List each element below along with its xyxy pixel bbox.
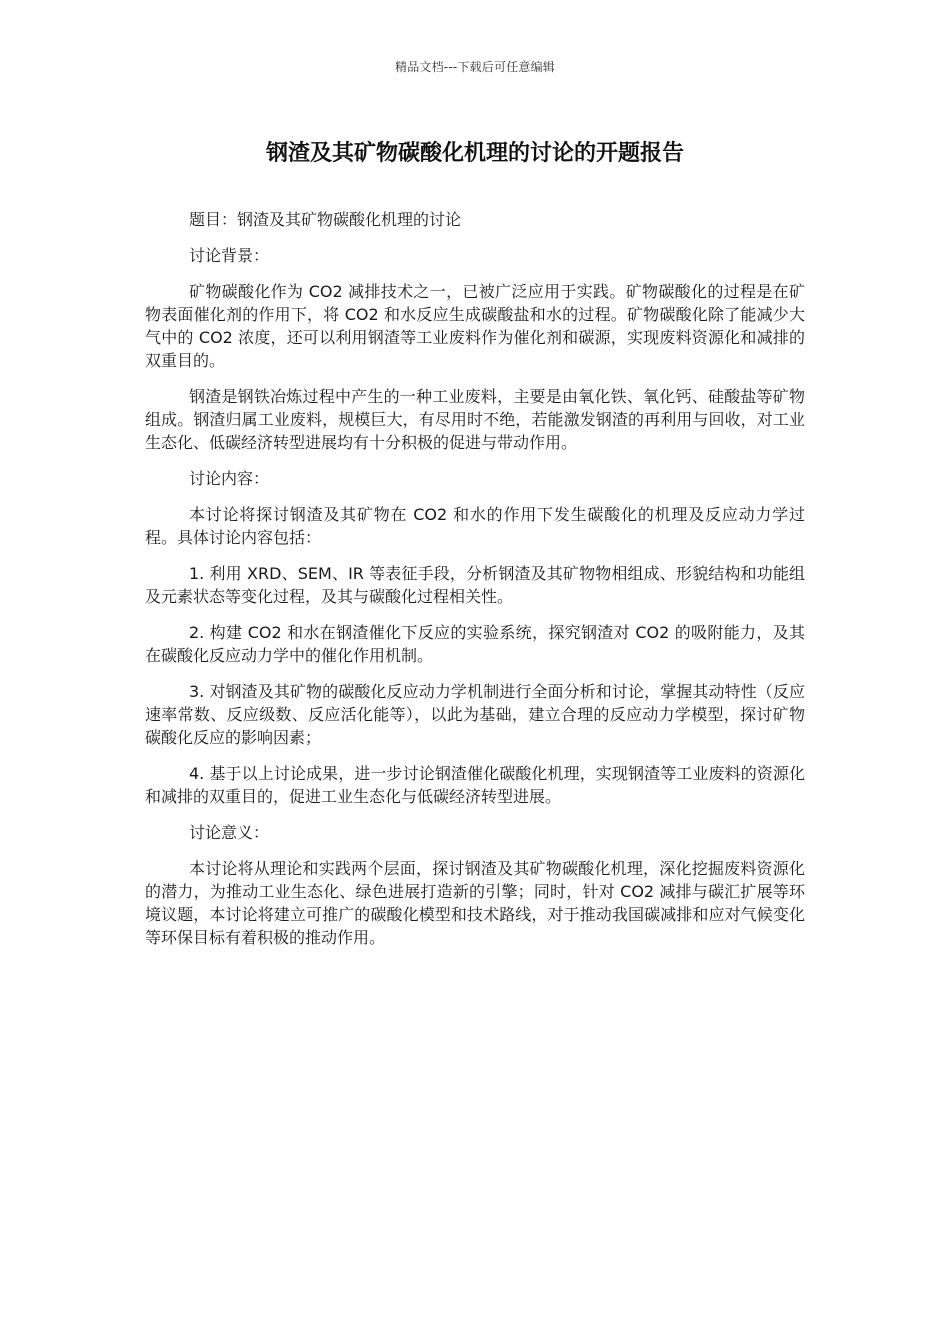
paragraph-background-2: 钢渣是钢铁冶炼过程中产生的一种工业废料，主要是由氧化铁、氧化钙、硅酸盐等矿物组成。钢渣归属工业废料，规模巨大，有尽用时不绝，若能激发钢渣的再利用与回收，对工业生态化、低碳经济转型进展均有十分积极的促进与带动作用。: [145, 387, 805, 452]
paragraph-background-1: 矿物碳酸化作为 CO2 减排技术之一，已被广泛应用于实践。矿物碳酸化的过程是在矿物表面催化剂的作用下，将 CO2 和水反应生成碳酸盐和水的过程。矿物碳酸化除了能减少大气中的 CO2 浓度，还可以利用钢渣等工业废料作为催化剂和碳源，实现废料资源化和减排的双重目的。: [145, 282, 805, 370]
document-title: 钢渣及其矿物碳酸化机理的讨论的开题报告: [265, 141, 684, 166]
paragraph-content-intro: 本讨论将探讨钢渣及其矿物在 CO2 和水的作用下发生碳酸化的机理及反应动力学过程。具体讨论内容包括：: [145, 505, 805, 547]
document-body: [145, 208, 805, 962]
list-item-1: 1. 利用 XRD、SEM、IR 等表征手段，分析钢渣及其矿物物相组成、形貌结构和功能组及元素状态等变化过程，及其与碳酸化过程相关性。: [145, 564, 805, 606]
list-item-4: 4. 基于以上讨论成果，进一步讨论钢渣催化碳酸化机理，实现钢渣等工业废料的资源化和减排的双重目的，促进工业生态化与低碳经济转型进展。: [145, 764, 805, 806]
header-note: 精品文档---下载后可任意编辑: [395, 60, 555, 74]
heading-background: 讨论背景：: [189, 246, 270, 265]
heading-content: 讨论内容：: [189, 469, 270, 488]
paragraph-topic: 题目：钢渣及其矿物碳酸化机理的讨论: [189, 210, 462, 229]
heading-significance: 讨论意义：: [189, 823, 270, 842]
list-item-3: 3. 对钢渣及其矿物的碳酸化反应动力学机制进行全面分析和讨论，掌握其动特性（反应速率常数、反应级数、反应活化能等），以此为基础，建立合理的反应动力学模型，探讨矿物碳酸化反应的影响因素；: [145, 682, 805, 747]
list-item-2: 2. 构建 CO2 和水在钢渣催化下反应的实验系统，探究钢渣对 CO2 的吸附能力，及其在碳酸化反应动力学中的催化作用机制。: [145, 623, 805, 665]
paragraph-significance: 本讨论将从理论和实践两个层面，探讨钢渣及其矿物碳酸化机理，深化挖掘废料资源化的潜力，为推动工业生态化、绿色进展打造新的引擎；同时，针对 CO2 减排与碳汇扩展等环境议题，本讨论将建立可推广的碳酸化模型和技术路线，对于推动我国碳减排和应对气候变化等环保目标有着积极的推动作用。: [145, 859, 805, 947]
